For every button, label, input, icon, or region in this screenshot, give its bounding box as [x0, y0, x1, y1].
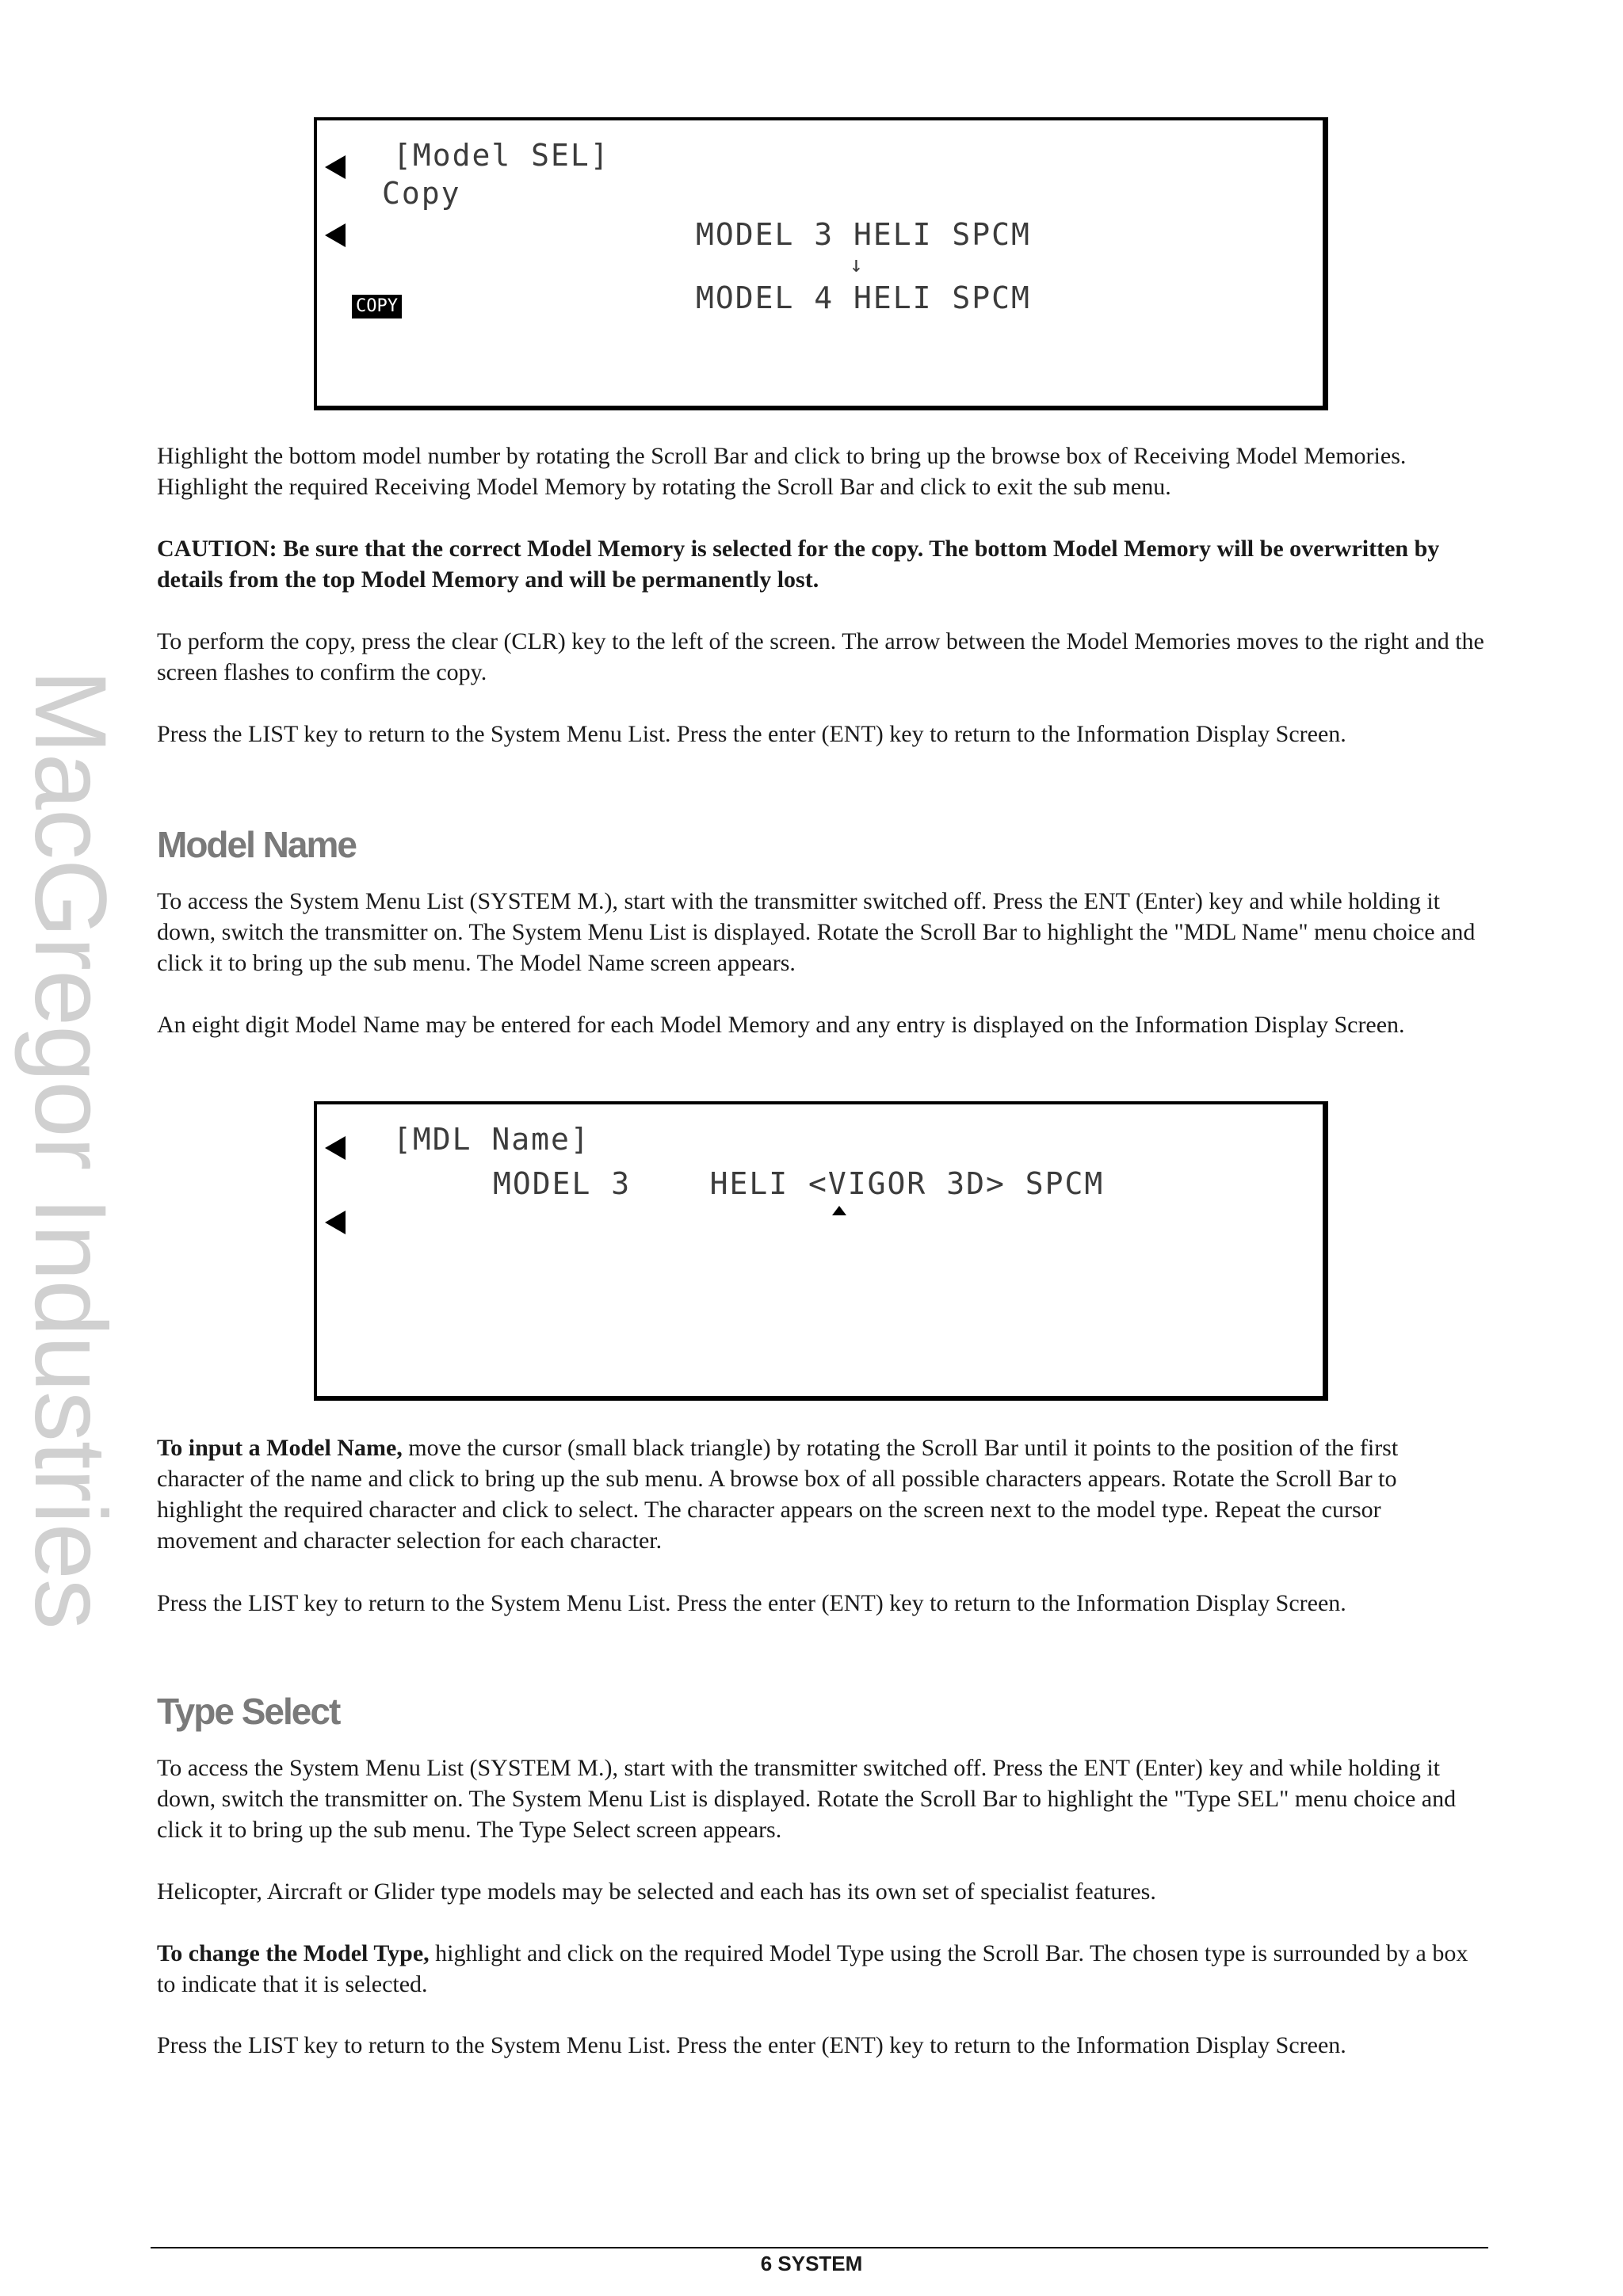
model-name-line: MODEL 3 HELI <VIGOR 3D> SPCM: [493, 1166, 1105, 1201]
left-arrow-icon: [325, 1211, 346, 1234]
paragraph: To access the System Menu List (SYSTEM M.), start with the transmitter switched off. Press the ENT (Enter) key and while holding it down, switch the transmitter on. The System Menu List is displayed. Rotate the Scroll Bar to highlight the "MDL Name" menu choice and click it to bring up the sub menu. The Model Name screen appears.: [157, 888, 1476, 976]
left-arrow-icon: [325, 223, 346, 247]
copy-badge: COPY: [352, 295, 402, 318]
caution-paragraph: [157, 533, 1487, 595]
screen-subtitle: Copy: [382, 176, 461, 211]
paragraph: Highlight the bottom model number by rotating the Scroll Bar and click to bring up the browse box of Receiving Model Memories. Highlight the required Receiving Model Memory by rotating the Scroll Bar and click to exit the sub menu.: [157, 443, 1407, 500]
paragraph: Press the LIST key to return to the System Menu List. Press the enter (ENT) key to return to the Information Display Screen.: [157, 721, 1346, 747]
paragraph-body: move the cursor (small black triangle) by rotating the Scroll Bar until it points to the position of the first character of the name and click to bring up the sub menu. A browse box of all possible characters appears. Rotate the Scroll Bar to highlight the required character and click to select. The character appears on the screen next to the model type. Repeat the cursor movement and character selection for each character.: [157, 1435, 1399, 1554]
screen-title: [MDL Name]: [393, 1122, 590, 1157]
caution-text: CAUTION: Be sure that the correct Model Memory is selected for the copy. The bottom Model Memory will be overwritten by details from the top Model Memory and will be permanently lost.: [157, 536, 1440, 593]
paragraph: Helicopter, Aircraft or Glider type models may be selected and each has its own set of specialist features.: [157, 1878, 1156, 1905]
left-arrow-icon: [325, 1136, 346, 1160]
paragraph: Press the LIST key to return to the System Menu List. Press the enter (ENT) key to return to the Information Display Screen.: [157, 2032, 1346, 2058]
target-model-line: MODEL 4 HELI SPCM: [696, 280, 1031, 315]
paragraph: Press the LIST key to return to the System Menu List. Press the enter (ENT) key to return to the Information Display Screen.: [157, 1590, 1346, 1616]
left-arrow-icon: [325, 155, 346, 179]
paragraph: An eight digit Model Name may be entered for each Model Memory and any entry is displayed on the Information Display Screen.: [157, 1012, 1405, 1038]
paragraph: To perform the copy, press the clear (CLR) key to the left of the screen. The arrow between the Model Memories moves to the right and the screen flashes to confirm the copy.: [157, 628, 1484, 685]
lcd-model-select-copy: [314, 117, 1328, 410]
watermark: MacGregor Industries: [13, 669, 127, 1629]
source-model-line: MODEL 3 HELI SPCM: [696, 217, 1031, 252]
cursor-triangle-icon: [832, 1206, 846, 1215]
section-heading-type-select: Type Select: [157, 1691, 340, 1732]
paragraph-lead: To input a Model Name,: [157, 1435, 403, 1461]
footer-rule: [151, 2247, 1488, 2248]
paragraph: [157, 1432, 1487, 1556]
copy-direction-arrow: ↓: [850, 251, 865, 277]
lcd-model-name: [314, 1101, 1328, 1401]
page-footer: 6 SYSTEM: [760, 2252, 863, 2275]
screen-title: [Model SEL]: [393, 138, 610, 173]
section-heading-model-name: Model Name: [157, 824, 356, 865]
paragraph: [157, 1938, 1487, 2000]
paragraph: To access the System Menu List (SYSTEM M.), start with the transmitter switched off. Press the ENT (Enter) key and while holding it down, switch the transmitter on. The System Menu List is displayed. Rotate the Scroll Bar to highlight the "Type SEL" menu choice and click it to bring up the sub menu. The Type Select screen appears.: [157, 1755, 1457, 1843]
paragraph-body: highlight and click on the required Model Type using the Scroll Bar. The chosen type is surrounded by a box to indicate that it is selected.: [157, 1940, 1468, 1997]
paragraph-lead: To change the Model Type,: [157, 1940, 430, 1966]
